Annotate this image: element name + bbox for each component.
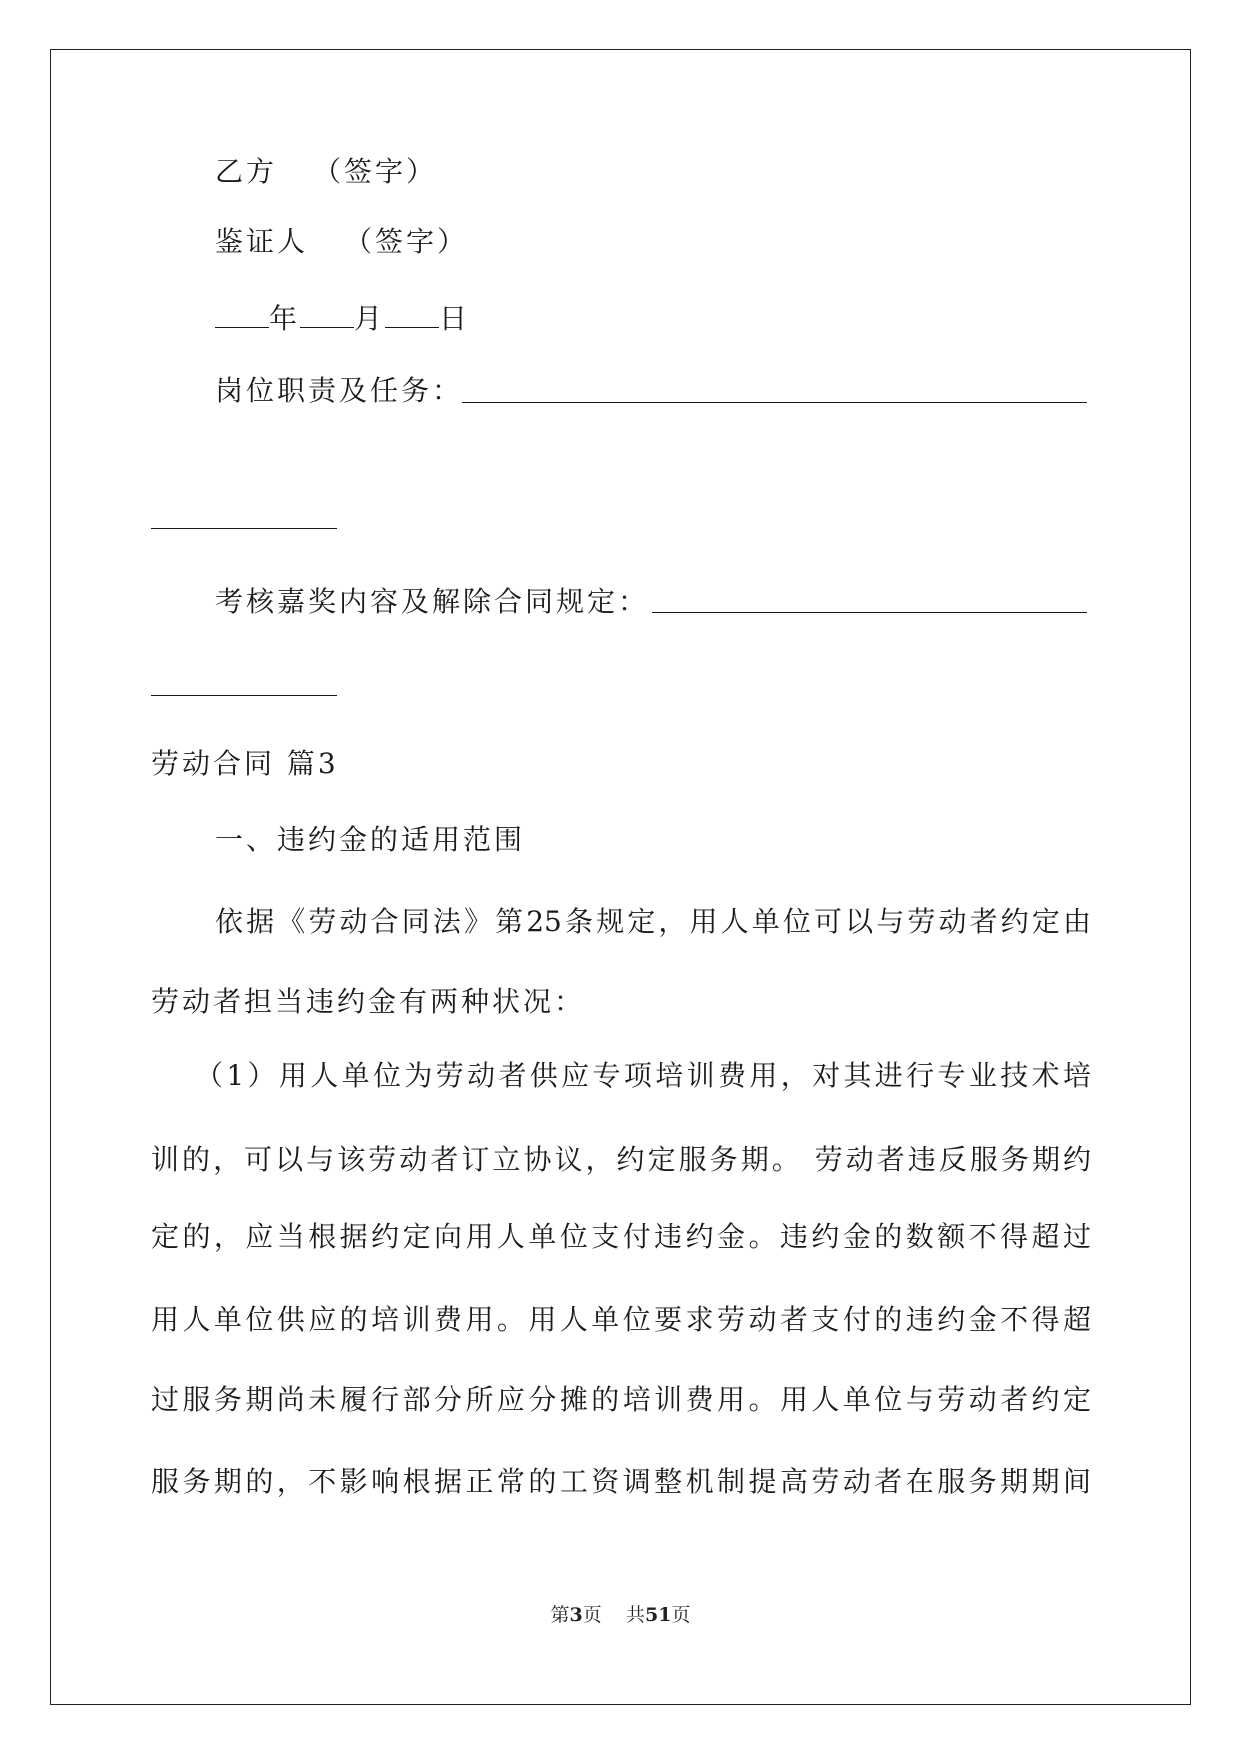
date-line xyxy=(215,295,1091,343)
assessment-field-line xyxy=(215,578,1091,626)
paragraph-1-line-1: 依据《劳动合同法》第25条规定，用人单位可以与劳动者约定由 xyxy=(215,905,1091,938)
footer-page-suffix: 页 xyxy=(582,1604,602,1626)
paragraph-2-line-5: 过服务期尚未履行部分所应分摊的培训费用。用人单位与劳动者约定 xyxy=(151,1383,1091,1416)
year-label: 年 xyxy=(269,302,301,335)
footer-total-suffix: 页 xyxy=(671,1604,691,1626)
duties-blank[interactable] xyxy=(462,402,1087,403)
paragraph-2-line-1: （1）用人单位为劳动者供应专项培训费用，对其进行专业技术培 xyxy=(195,1059,1091,1092)
party-b-signature-line xyxy=(215,148,1091,196)
paragraph-2-line-4: 用人单位供应的培训费用。用人单位要求劳动者支付的违约金不得超 xyxy=(151,1303,1091,1336)
footer-page-number: 3 xyxy=(569,1604,583,1626)
day-label: 日 xyxy=(439,302,471,335)
footer-page-prefix: 第 xyxy=(550,1604,570,1626)
section-heading: 一、违约金的适用范围 xyxy=(215,823,526,856)
assessment-blank[interactable] xyxy=(652,612,1087,613)
duties-label: 岗位职责及任务： xyxy=(215,374,464,407)
witness-sign-note: （签字） xyxy=(344,225,469,258)
witness-label: 鉴证人 xyxy=(215,225,309,258)
footer-total-prefix: 共 xyxy=(625,1604,645,1626)
day-blank[interactable] xyxy=(385,297,439,328)
paragraph-1-line-2: 劳动者担当违约金有两种状况： xyxy=(151,985,586,1018)
page-footer xyxy=(0,1602,1241,1628)
paragraph-2-line-6: 服务期的，不影响根据正常的工资调整机制提高劳动者在服务期期间 xyxy=(151,1465,1091,1498)
assessment-label: 考核嘉奖内容及解除合同规定： xyxy=(215,585,650,618)
paragraph-2-line-3: 定的，应当根据约定向用人单位支付违约金。违约金的数额不得超过 xyxy=(151,1220,1091,1253)
duties-blank-continued[interactable] xyxy=(151,528,337,529)
section-title: 劳动合同 篇3 xyxy=(151,747,339,780)
month-blank[interactable] xyxy=(300,297,354,328)
duties-field-line xyxy=(215,367,1091,415)
year-blank[interactable] xyxy=(215,297,269,328)
paragraph-2-line-2: 训的，可以与该劳动者订立协议，约定服务期。 劳动者违反服务期约 xyxy=(151,1143,1091,1176)
party-b-sign-note: （签字） xyxy=(313,155,438,188)
party-b-label: 乙方 xyxy=(215,155,278,188)
footer-total-pages: 51 xyxy=(644,1604,672,1626)
assessment-blank-continued[interactable] xyxy=(151,695,337,696)
month-label: 月 xyxy=(354,302,386,335)
witness-signature-line xyxy=(215,218,1091,266)
